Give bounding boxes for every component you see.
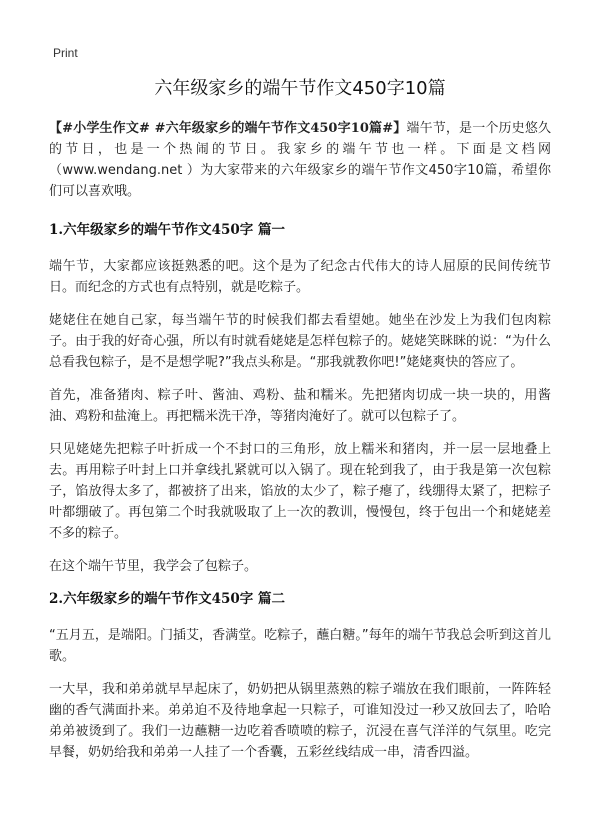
paragraph: “五月五，是端阳。门插艾，香满堂。吃粽子，蘸白糖。”每年的端午节我总会听到这首儿歌。 [49,628,551,664]
section-2 [49,589,551,763]
print-label: Print [53,46,78,60]
paragraph: 只见姥姥先把粽子叶折成一个不封口的三角形，放上糯米和猪肉，并一层一层地叠上去。再用粽子叶封上口并拿线扎紧就可以入锅了。现在轮到我了，由于我是第一次包粽子，馅放得太多了，都被挤了出来，馅放的太少了，粽子瘪了，线绷得太紧了，把粽子叶都绷破了。再包第二个时我就吸取了上一次的教训，慢慢包，终于包出一个和姥姥差不多的粽子。 [49,442,551,541]
paragraph: 首先，准备猪肉、粽子叶、酱油、鸡粉、盐和糯米。先把猪肉切成一块一块的，用酱油、鸡粉和盐淹上。再把糯米洗干净，等猪肉淹好了。就可以包粽子了。 [49,388,551,424]
paragraph: 姥姥住在她自己家，每当端午节的时候我们都去看望她。她坐在沙发上为我们包肉粽子。由于我的好奇心强，所以有时就看姥姥是怎样包粽子的。姥姥笑眯眯的说：“为什么总看我包粽子，是不是想学呢?”我点头称是。“那我就教你吧!”姥姥爽快的答应了。 [49,313,551,370]
intro-tag: 【#小学生作文# #六年级家乡的端午节作文450字10篇#】 [49,121,407,136]
intro-text: 端午节，是一个历史悠久的节日，也是一个热闹的节日。我家乡的端午节也一样。下面是文档网（www.wendang.net ）为大家带来的六年级家乡的端午节作文450字10篇，希望你们可以喜欢哦。 [49,121,551,199]
document-title: 六年级家乡的端午节作文450字10篇 [154,78,446,99]
section-1 [49,220,551,577]
paragraph: 一大早，我和弟弟就早早起床了，奶奶把从锅里蒸熟的粽子端放在我们眼前，一阵阵轻幽的香气满面扑来。弟弟迫不及待地拿起一只粽子，可谁知没过一秒又放回去了，哈哈弟弟被烫到了。我们一边蘸糖一边吃着香喷喷的粽子，沉浸在喜气洋洋的气氛里。吃完早餐，奶奶给我和弟弟一人挂了一个香囊，五彩丝线结成一串，清香四溢。 [49,682,551,760]
section-heading: 2.六年级家乡的端午节作文450字 篇二 [49,591,285,607]
section-heading: 1.六年级家乡的端午节作文450字 篇一 [49,222,285,238]
intro-paragraph [49,118,551,202]
paragraph: 端午节，大家都应该挺熟悉的吧。这个是为了纪念古代伟大的诗人屈原的民间传统节日。而纪念的方式也有点特别，就是吃粽子。 [49,259,551,295]
paragraph: 在这个端午节里，我学会了包粽子。 [49,559,258,574]
